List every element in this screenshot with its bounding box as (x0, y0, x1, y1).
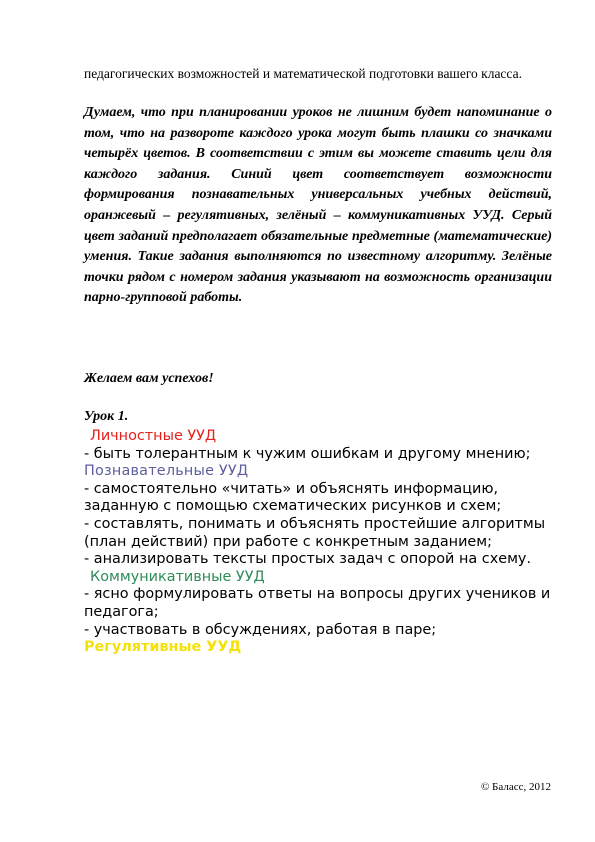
cognitive-item: - анализировать тексты простых задач с опорой на схему. (84, 551, 532, 568)
regulative-uud-heading: Регулятивные УУД (84, 639, 242, 656)
copyright-footer: © Баласс, 2012 (480, 781, 551, 793)
cognitive-item: - составлять, понимать и объяснять простейшие алгоритмы (план действий) при работе с конкретным заданием; (84, 515, 546, 550)
uud-section (84, 428, 554, 657)
communicative-item: - участвовать в обсуждениях, работая в паре; (84, 621, 437, 638)
intro-paragraph: педагогических возможностей и математической подготовки вашего класса. (84, 66, 522, 81)
cognitive-item: - самостоятельно «читать» и объяснять информацию, заданную с помощью схематических рисунков и схем; (84, 480, 502, 515)
cognitive-uud-heading: Познавательные УУД (84, 463, 249, 480)
personal-uud-heading: Личностные УУД (90, 428, 217, 444)
lesson-title: Урок 1. (84, 409, 129, 424)
personal-item: - быть толерантным к чужим ошибкам и другому мнению; (84, 445, 531, 462)
communicative-uud-heading: Коммуникативные УУД (90, 568, 265, 585)
note-paragraph: Думаем, что при планировании уроков не лишним будет напоминание о том, что на развороте каждого урока могут быть плашки со значками четырёх цветов. В соответствии с этим вы можете ставить цели для каждого задания. Синий цвет соответствует возможности формирования познавательных универсальных учебных действий, оранжевый – регулятивных, зелёный – коммуникативных УУД. Серый цвет заданий предполагает обязательные предметные (математические) умения. Такие задания выполняются по известному алгоритму. Зелёные точки рядом с номером задания указывают на возможность организации парно-групповой работы. (84, 105, 552, 306)
wish-line: Желаем вам успехов! (84, 371, 214, 386)
communicative-item: - ясно формулировать ответы на вопросы других учеников и педагога; (84, 586, 551, 620)
